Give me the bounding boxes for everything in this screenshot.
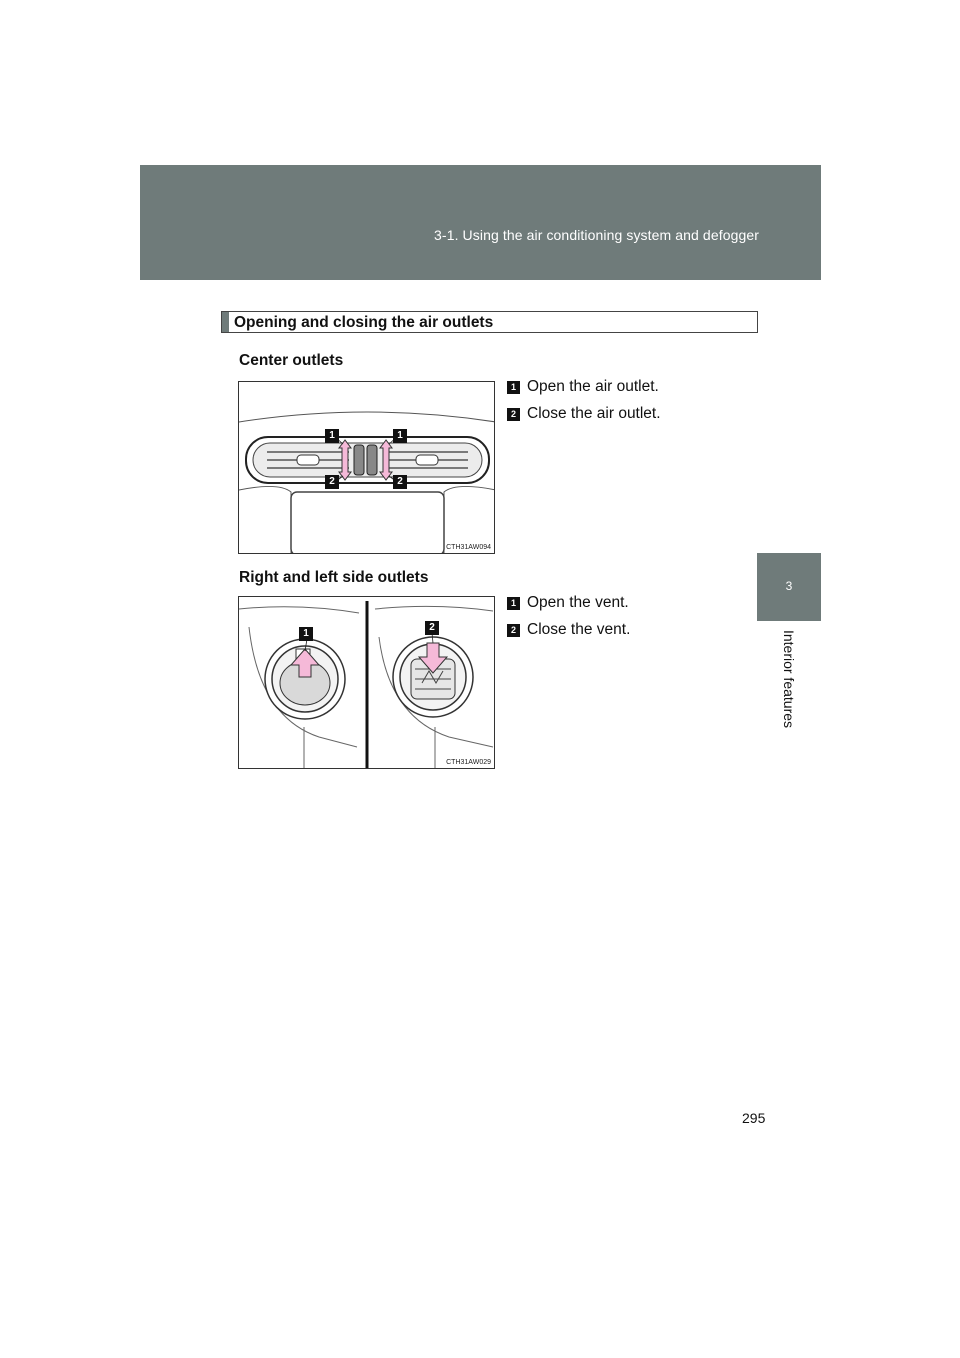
section-title: Opening and closing the air outlets — [234, 314, 494, 331]
center-outlets-heading: Center outlets — [239, 352, 344, 369]
header-band — [140, 165, 821, 280]
center-item-open-text: Open the air outlet. — [527, 378, 659, 395]
chapter-label-wrap — [757, 621, 821, 741]
step-marker: 2 — [507, 624, 520, 637]
center-outlets-figure — [238, 381, 495, 554]
callout-1: 1 — [325, 429, 339, 443]
side-outlets-heading: Right and left side outlets — [239, 569, 429, 586]
side-outlets-figure — [238, 596, 495, 769]
callout-1: 1 — [299, 627, 313, 641]
callout-2: 2 — [393, 475, 407, 489]
center-outlets-illustration — [239, 382, 495, 554]
step-marker: 1 — [507, 597, 520, 610]
page-number: 295 — [742, 1110, 766, 1126]
side-outlets-illustration — [239, 597, 495, 769]
side-item-open — [507, 594, 629, 612]
center-item-close — [507, 405, 661, 423]
callout-2: 2 — [325, 475, 339, 489]
center-item-close-text: Close the air outlet. — [527, 405, 661, 422]
step-marker: 2 — [507, 408, 520, 421]
callout-1: 1 — [393, 429, 407, 443]
side-item-close — [507, 621, 630, 639]
step-marker: 1 — [507, 381, 520, 394]
side-item-close-text: Close the vent. — [527, 621, 631, 638]
chapter-tab — [757, 553, 821, 621]
section-accent — [222, 312, 229, 332]
callout-2: 2 — [425, 621, 439, 635]
chapter-label: Interior features — [781, 629, 797, 729]
header-title: 3-1. Using the air conditioning system and defogger — [434, 227, 759, 243]
chapter-number: 3 — [785, 579, 793, 593]
center-item-open — [507, 378, 659, 396]
figure-code: CTH31AW094 — [446, 544, 491, 551]
side-item-open-text: Open the vent. — [527, 594, 629, 611]
figure-code: CTH31AW029 — [446, 759, 491, 766]
section-title-bar — [221, 311, 758, 333]
